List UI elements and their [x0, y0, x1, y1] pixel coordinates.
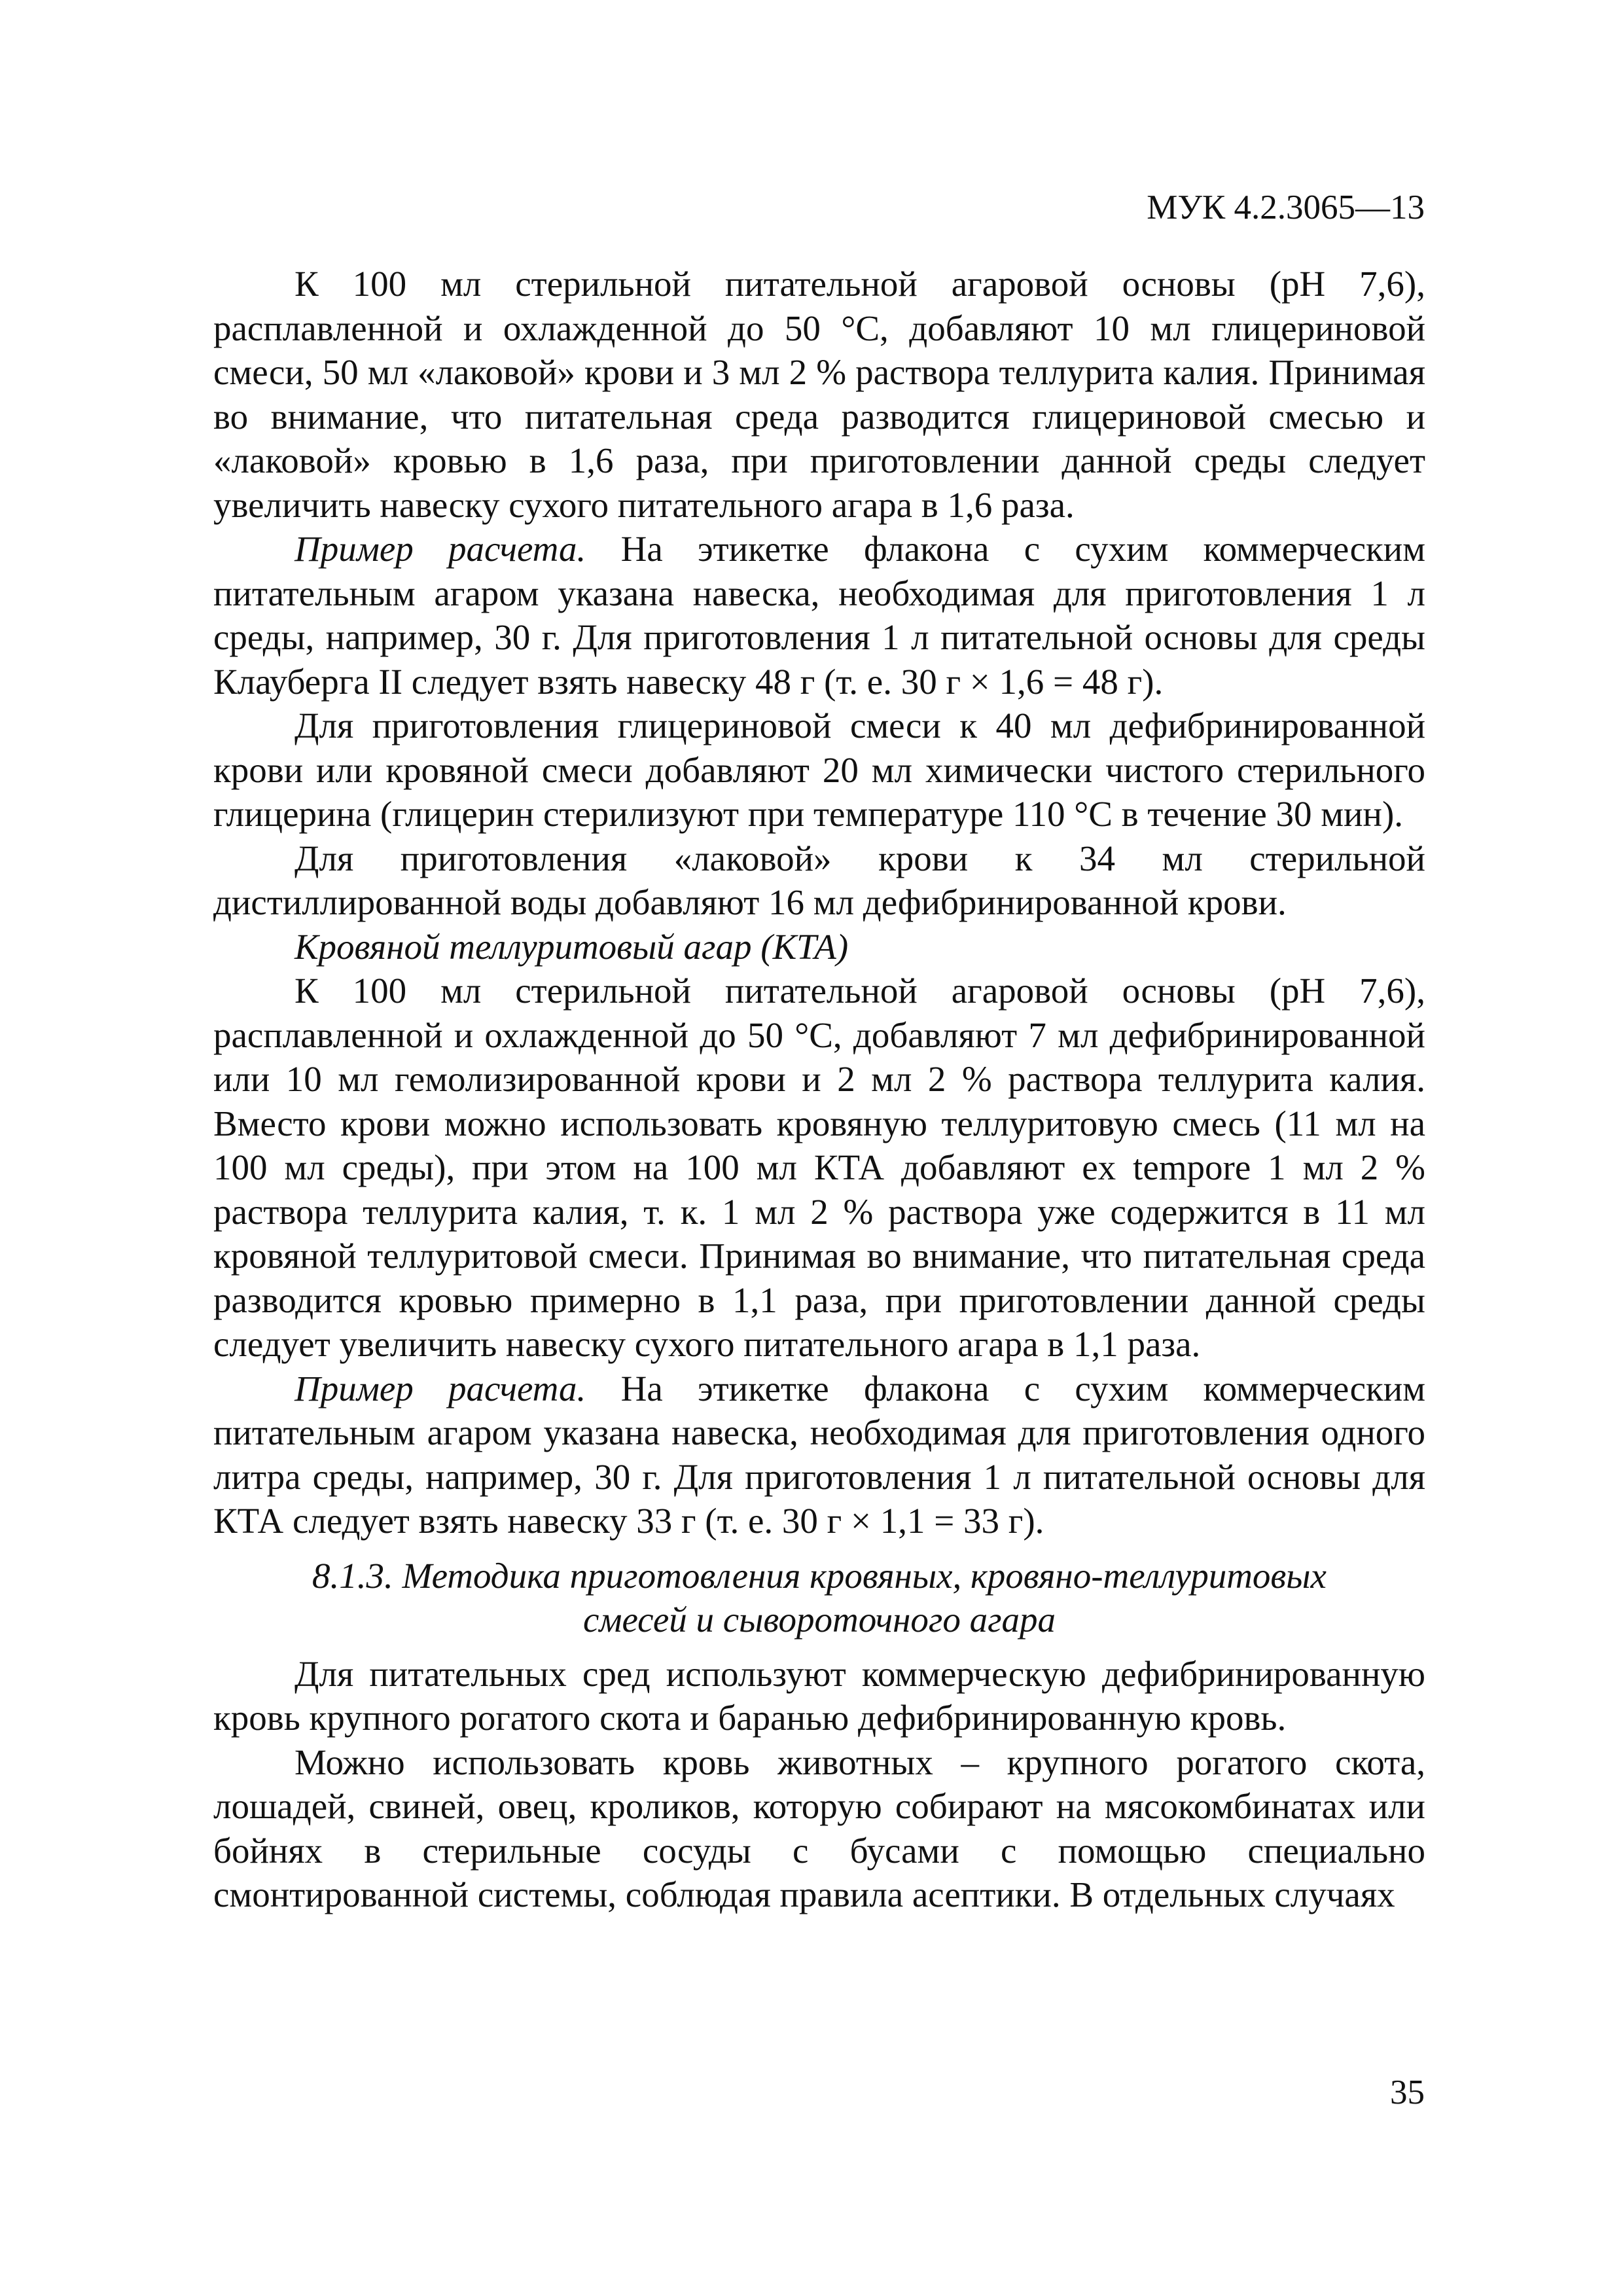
paragraph-4 [213, 836, 1425, 925]
paragraph-6 [213, 969, 1425, 1367]
body-text [213, 262, 1425, 1917]
subheading-kta [213, 925, 1425, 969]
paragraph-8-text: Для питательных сред используют коммерческую дефибринированную кровь крупного рогатого скота и баранью дефибринированную кровь. [213, 1653, 1425, 1738]
paragraph-3-text: Для приготовления глицериновой смеси к 40 мл дефибринированной крови или кровяной смеси добавляют 20 мл химически чистого стерильного глицерина (глицерин стерилизуют при температуре 110 °С в течение 30 мин). [213, 706, 1425, 834]
subheading-kta-text: Кровяной теллуритовый агар (КТА) [294, 926, 849, 967]
paragraph-8 [213, 1652, 1425, 1740]
section-title-line-2: смесей и сывороточного агара [582, 1599, 1056, 1640]
paragraph-1-text: К 100 мл стерильной питательной агаровой основы (рН 7,6), расплавленной и охлажденной до 50 °С, добавляют 10 мл глицериновой смеси, 50 мл «лаковой» крови и 3 мл 2 % раствора теллурита калия. Принимая во внимание, что питательная среда разводится глицериновой смесью и «лаковой» кровью в 1,6 раза, при приготовлении данной среды следует увеличить навеску сухого питательного агара в 1,6 раза. [213, 264, 1425, 525]
paragraph-2 [213, 527, 1425, 704]
paragraph-9 [213, 1740, 1425, 1917]
paragraph-6-text: К 100 мл стерильной питательной агаровой основы (рН 7,6), расплавленной и охлажденной до 50 °С, добавляют 7 мл дефибринированной или 10 мл гемолизированной крови и 2 мл 2 % раствора теллурита калия. Вместо крови можно использовать кровяную теллуритовую смесь (11 мл на 100 мл среды), при этом на 100 мл КТА добавляют ex tempore 1 мл 2 % раствора теллурита калия, т. к. 1 мл 2 % раствора уже содержится в 11 мл кровяной теллуритовой смеси. Принимая во внимание, что питательная среда разводится кровью примерно в 1,1 раза, при приготовлении данной среды следует увеличить навеску сухого питательного агара в 1,1 раза. [213, 971, 1425, 1364]
page-number: 35 [1390, 2073, 1425, 2111]
section-title-line-1: 8.1.3. Методика приготовления кровяных, кровяно-теллуритовых [312, 1555, 1327, 1596]
paragraph-3 [213, 704, 1425, 836]
paragraph-7-text: На этикетке флакона с сухим коммерческим питательным агаром указана навеска, необходимая для приготовления одного литра среды, например, 30 г. Для приготовления 1 л питательной основы для КТА следует взять навеску 33 г (т. е. 30 г × 1,1 = 33 г). [213, 1368, 1425, 1541]
paragraph-1 [213, 262, 1425, 527]
paragraph-2-text: На этикетке флакона с сухим коммерческим питательным агаром указана навеска, необходимая для приготовления 1 л среды, например, 30 г. Для приготовления 1 л питательной основы для среды Клауберга II следует взять навеску 48 г (т. е. 30 г × 1,6 = 48 г). [213, 529, 1425, 702]
paragraph-9-text: Можно использовать кровь животных – крупного рогатого скота, лошадей, свиней, овец, кроликов, которую собирают на мясокомбинатах или бойнях в стерильные сосуды с бусами с помощью специально смонтированной системы, соблюдая правила асептики. В отдельных случаях [213, 1742, 1425, 1914]
running-header: МУК 4.2.3065—13 [1147, 188, 1425, 226]
paragraph-4-text: Для приготовления «лаковой» крови к 34 мл стерильной дистиллированной воды добавляют 16 мл дефибринированной крови. [213, 838, 1425, 922]
paragraph-7 [213, 1367, 1425, 1543]
section-title [213, 1554, 1425, 1641]
example-calc-lead-1: Пример расчета. [294, 529, 586, 569]
example-calc-lead-2: Пример расчета. [294, 1368, 586, 1408]
